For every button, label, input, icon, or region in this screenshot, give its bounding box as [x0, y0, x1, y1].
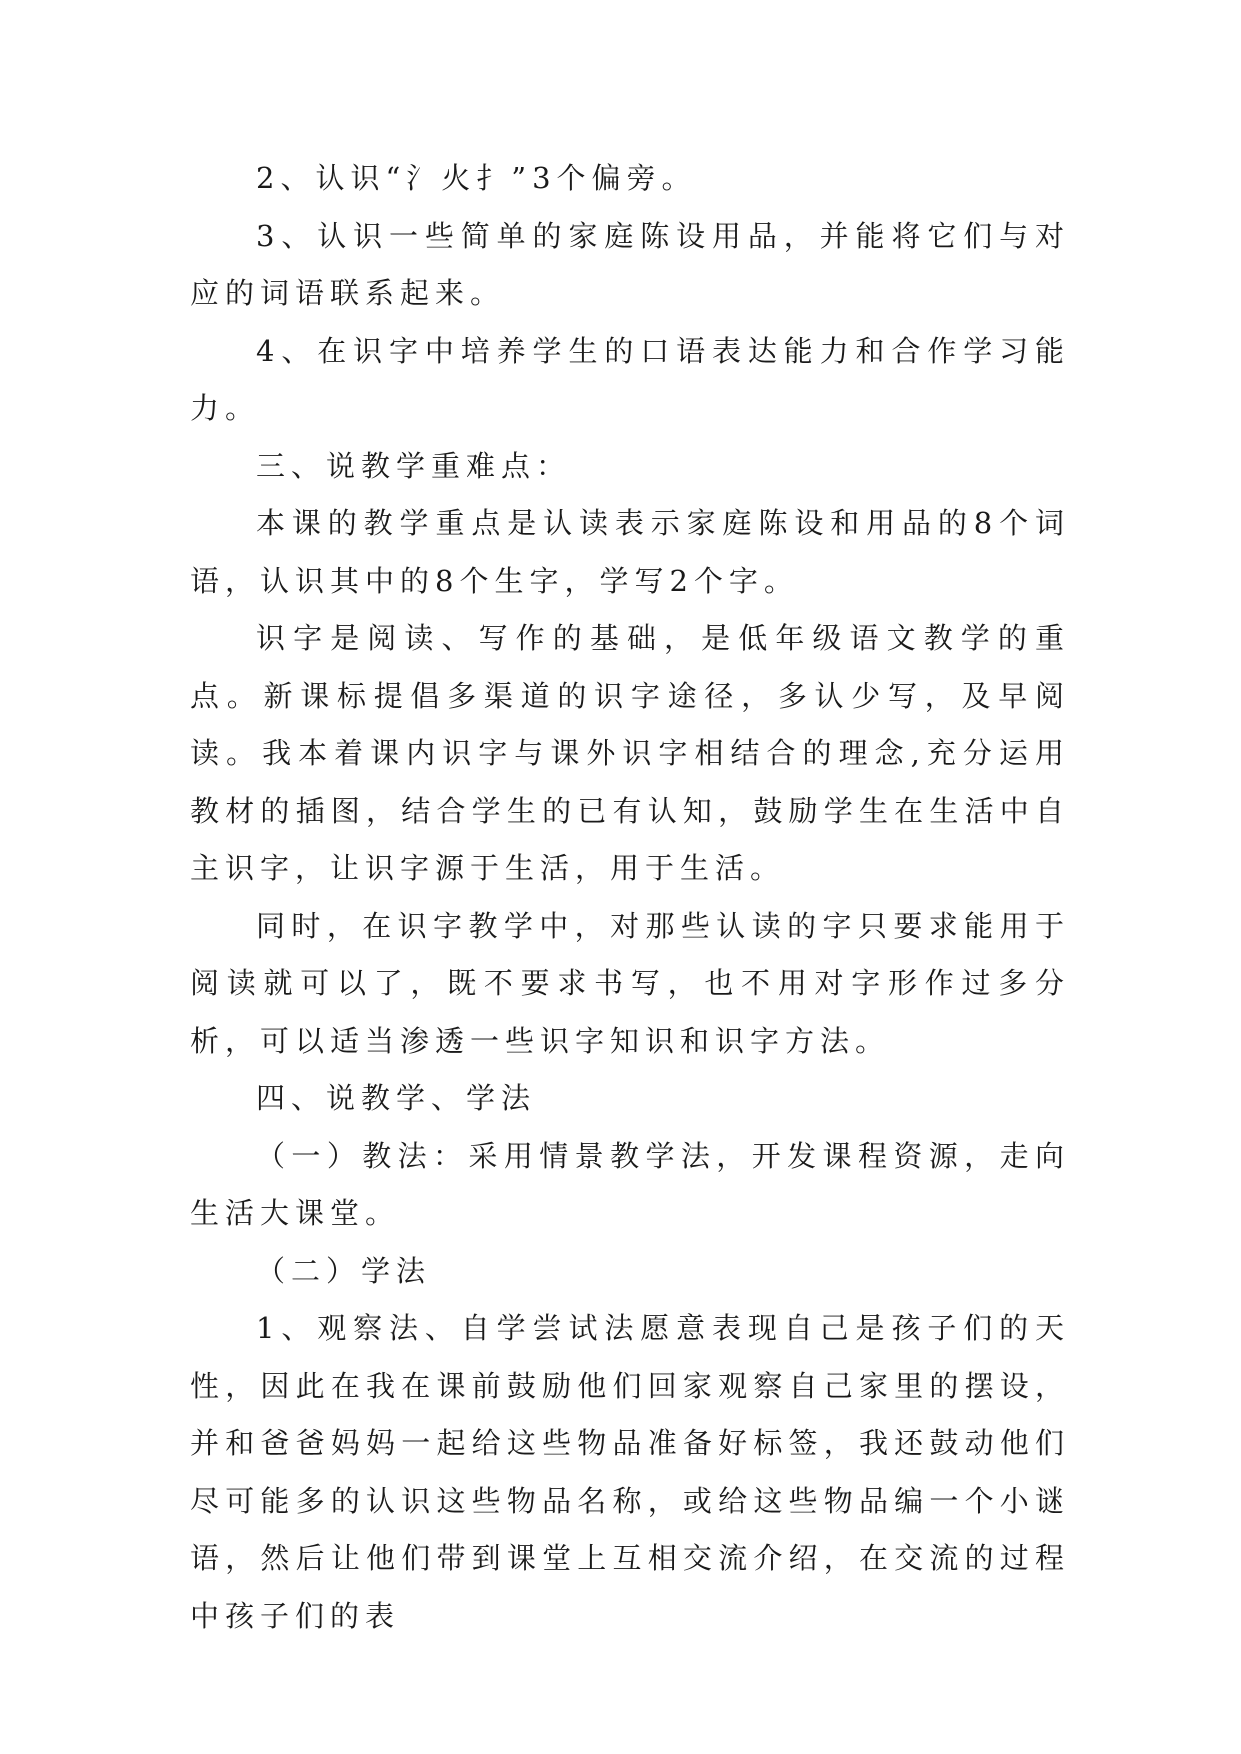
paragraph-observation-method: 1、观察法、自学尝试法愿意表现自己是孩子们的天性，因此在我在课前鼓励他们回家观察自己家里的摆设，并和爸爸妈妈一起给这些物品准备好标签，我还鼓动他们尽可能多的认识这些物品名称，或给这些物品编一个小谜语，然后让他们带到课堂上互相交流介绍，在交流的过程中孩子们的表 — [190, 1311, 1070, 1633]
document-body — [190, 150, 1070, 1645]
paragraph-objective-4: 4、在识字中培养学生的口语表达能力和合作学习能力。 — [190, 333, 1070, 425]
paragraph-literacy-basis: 识字是阅读、写作的基础，是低年级语文教学的重点。新课标提倡多渠道的识字途径，多认少写，及早阅读。我本着课内识字与课外识字相结合的理念,充分运用教材的插图，结合学生的已有认知，鼓励学生在生活中自主识字，让识字源于生活，用于生活。 — [190, 621, 1070, 885]
paragraph-reading-requirement: 同时，在识字教学中，对那些认读的字只要求能用于阅读就可以了，既不要求书写，也不用对字形作过多分析，可以适当渗透一些识字知识和识字方法。 — [190, 908, 1070, 1058]
paragraph-teaching-method: （一）教法：采用情景教学法，开发课程资源，走向生活大课堂。 — [190, 1138, 1070, 1230]
subheading-learning-method: （二）学法 — [256, 1253, 432, 1288]
section-heading-key-points: 三、说教学重难点： — [256, 448, 572, 483]
paragraph-key-points: 本课的教学重点是认读表示家庭陈设和用品的8个词语，认识其中的8个生字，学写2个字。 — [190, 506, 1070, 598]
paragraph-objective-2: 2、认识“氵火扌”3个偏旁。 — [256, 161, 697, 195]
section-heading-methods: 四、说教学、学法 — [256, 1081, 537, 1115]
paragraph-objective-3: 3、认识一些简单的家庭陈设用品，并能将它们与对应的词语联系起来。 — [190, 218, 1070, 310]
